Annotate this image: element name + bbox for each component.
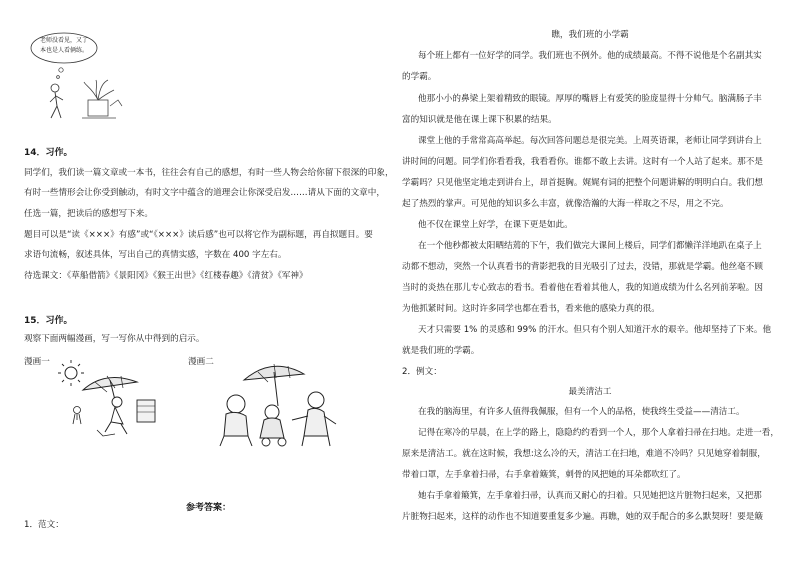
essay1-line-3: 他那小小的鼻梁上架着精致的眼镜。厚厚的嘴唇上有爱笑的脸庞显得十分帅气。脑满肠子丰 (418, 94, 762, 104)
q14-line-5: 求语句流畅，叙述具体，写出自己的真情实感，字数在 400 字左右。 (24, 250, 287, 260)
cartoon-1-image (55, 360, 165, 440)
essay1-line-4: 富的知识就是他在课上课下积累的结果。 (402, 115, 557, 125)
example2-line-5: 她右手拿着簸箕，左手拿着扫帚，认真而又耐心的扫着。只见她把这片脏物扫起来，又把那 (418, 491, 762, 501)
essay1-line-10: 在一个他秒都被太阳晒结蔫的下午，我们做完大课间上楼后，同学们都懒洋洋地趴在桌子上 (418, 241, 762, 251)
cartoon-2-image (212, 358, 347, 448)
example2-line-6: 片脏物扫起来，这样的动作也不知道要重复多少遍。再瞧，她的双手配合的多么默契呀！要是簸 (402, 512, 763, 522)
q14-line-3: 任选一篇，把读后的感想写下来。 (24, 209, 153, 219)
essay1-line-9: 他不仅在课堂上好学，在课下更是如此。 (418, 220, 573, 230)
q14-heading: 14．习作。 (24, 148, 73, 158)
essay1-line-6: 讲时间的问题。同学们你看看我，我看看你。谁都不敢上去讲。这时有一个人站了起来。那不是 (402, 157, 763, 167)
essay1-line-14: 天才只需要 1% 的灵感和 99% 的汗水。但只有个别人知道汗水的艰辛。他却坚持了下来。他 (418, 325, 772, 335)
essay1-line-5: 课堂上他的手常常高高举起。每次回答问题总是很完美。上周英语课，老师让同学到讲台上 (418, 136, 762, 146)
essay1-line-8: 起了热烈的掌声。可见他的知识多么丰富，就像浩瀚的大海一样取之不尽，用之不完。 (402, 199, 729, 209)
essay1-line-11: 动都不想动，突然一个认真看书的背影把我的目光吸引了过去，没错，那就是学霸。他丝毫不顾 (402, 262, 763, 272)
q14-line-6: 待选课文：《草船借箭》《景阳冈》《猴王出世》《红楼春趣》《清贫》《军神》 (24, 271, 308, 281)
q14-line-1: 同学们，我们读一篇文章或一本书，往往会有自己的感想，有时一些人物会给你留下很深的印象， (24, 168, 394, 178)
example2-line-1: 在我的脑海里，有许多人值得我佩服，但有一个人的品格，使我终生受益——清洁工。 (418, 407, 745, 417)
cartoon-2-label: 漫画二 (188, 357, 214, 367)
q14-line-4: 题目可以是“读《×××》有感”或“《×××》读后感”也可以将它作为副标题，再自拟题目。要 (24, 230, 373, 240)
bubble-text-2: 本也是人看俩练。 (40, 47, 89, 54)
example2-line-2: 记得在寒冷的早晨，在上学的路上，隐隐约约看到一个人，那个人拿着扫帚在扫地。走进一看， (418, 428, 779, 438)
answers-item-1: 1．范文： (24, 520, 64, 530)
q15-intro: 观察下面两幅漫画，写一写你从中得到的启示。 (24, 334, 205, 344)
essay1-line-15: 就是我们班的学霸。 (402, 346, 480, 356)
essay1-line-13: 为他抓紧时间。这时许多同学也都在看书，看来他的感染力真的很。 (402, 304, 660, 314)
cartoon-1-label: 漫画一 (24, 357, 50, 367)
essay1-line-1: 每个班上都有一位好学的同学。我们班也不例外。他的成绩最高。不得不说他是个名副其实 (418, 51, 762, 61)
example2-title: 最美清洁工 (568, 387, 612, 397)
essay1-line-12: 当时的炎热在那儿专心致志的看书。看着他在看着其他人，我的知道成绩为什么名列前茅啦。因 (402, 283, 763, 293)
answers-title: 参考答案： (186, 503, 232, 513)
example2-line-3: 原来是清洁工。就在这时候，我想:这么冷的天，清洁工在扫地，难道不冷吗？只见她穿着制服， (402, 449, 766, 459)
example2-line-4: 带着口罩，左手拿着扫帚，右手拿着簸箕，刺骨的风把她的耳朵都吹红了。 (402, 470, 686, 480)
essay1-line-2: 的学霸。 (402, 72, 437, 82)
essay1-title: 瞧，我们班的小学霸 (551, 30, 629, 40)
q14-line-2: 有时一些情形会让你受到触动，有时文字中蕴含的道理会让你深受启发……请从下面的文章中， (24, 188, 385, 198)
q15-heading: 15．习作。 (24, 316, 73, 326)
example2-label: 2．例文： (402, 367, 442, 377)
bubble-text-1: 老师没看见，又了 (40, 37, 89, 44)
essay1-line-7: 学霸吗？只见他坚定地走到讲台上，昂首挺胸。娓娓有词的把整个问题讲解的明明白白。我们想 (402, 178, 763, 188)
